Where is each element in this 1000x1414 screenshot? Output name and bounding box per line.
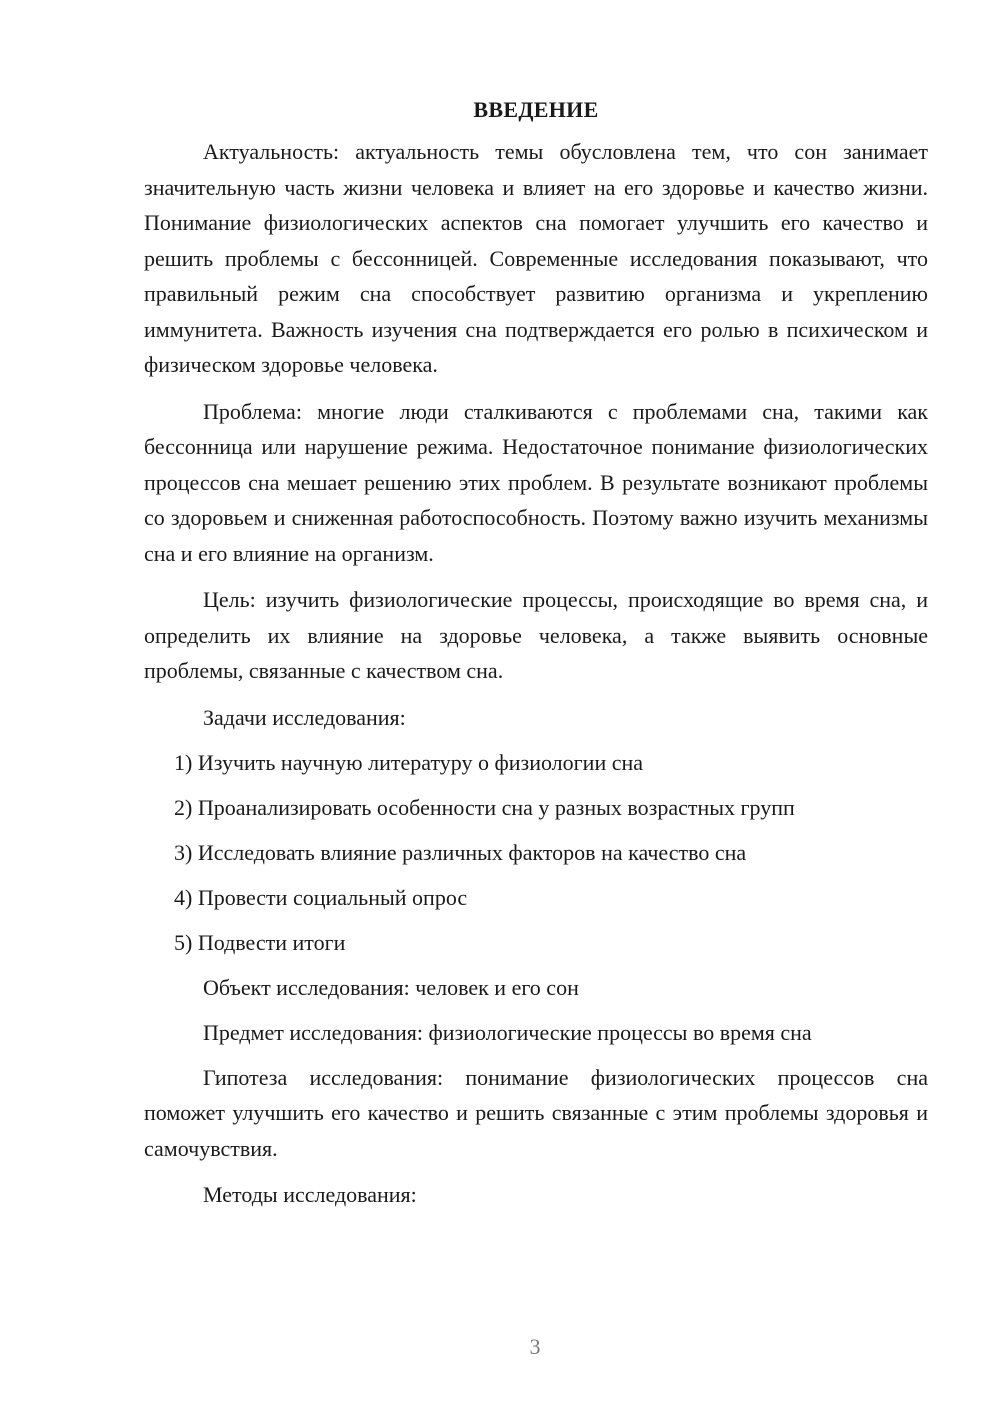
subject-paragraph: Предмет исследования: физиологические процессы во время сна bbox=[203, 1019, 812, 1045]
methods-heading: Методы исследования: bbox=[203, 1182, 417, 1207]
hypothesis-paragraph: Гипотеза исследования: понимание физиологических процессов сна поможет улучшить его качество и решить связанные с этим проблемы здоровья и самочувствия. bbox=[144, 1064, 928, 1161]
task-item: 5) Подвести итоги bbox=[174, 929, 346, 955]
problem-paragraph: Проблема: многие люди сталкиваются с проблемами сна, такими как бессонница или нарушение режима. Недостаточное понимание физиологических процессов сна мешает решению этих проблем. В результате возникают проблемы со здоровьем и сниженная работоспособность. Поэтому важно изучить механизмы сна и его влияние на организм. bbox=[144, 398, 928, 566]
section-heading: ВВЕДЕНИЕ bbox=[473, 97, 599, 122]
task-item: 3) Исследовать влияние различных факторов на качество сна bbox=[174, 839, 747, 865]
task-item: 1) Изучить научную литературу о физиологии сна bbox=[174, 749, 644, 775]
tasks-heading: Задачи исследования: bbox=[203, 704, 406, 730]
task-item: 2) Проанализировать особенности сна у разных возрастных групп bbox=[174, 794, 795, 820]
document-page bbox=[144, 92, 928, 1222]
tasks-list bbox=[144, 745, 928, 961]
page-number: 3 bbox=[529, 1334, 541, 1359]
object-paragraph: Объект исследования: человек и его сон bbox=[203, 974, 579, 1000]
goal-paragraph: Цель: изучить физиологические процессы, происходящие во время сна, и определить их влияние на здоровье человека, а также выявить основные проблемы, связанные с качеством сна. bbox=[144, 587, 928, 683]
relevance-paragraph: Актуальность: актуальность темы обусловлена тем, что сон занимает значительную часть жизни человека и влияет на его здоровье и качество жизни. Понимание физиологических аспектов сна помогает улучшить его качество и решить проблемы с бессонницей. Современные исследования показывают, что правильный режим сна способствует развитию организма и укреплению иммунитета. Важность изучения сна подтверждается его ролью в психическом и физическом здоровье человека. bbox=[144, 139, 928, 377]
task-item: 4) Провести социальный опрос bbox=[174, 884, 468, 910]
